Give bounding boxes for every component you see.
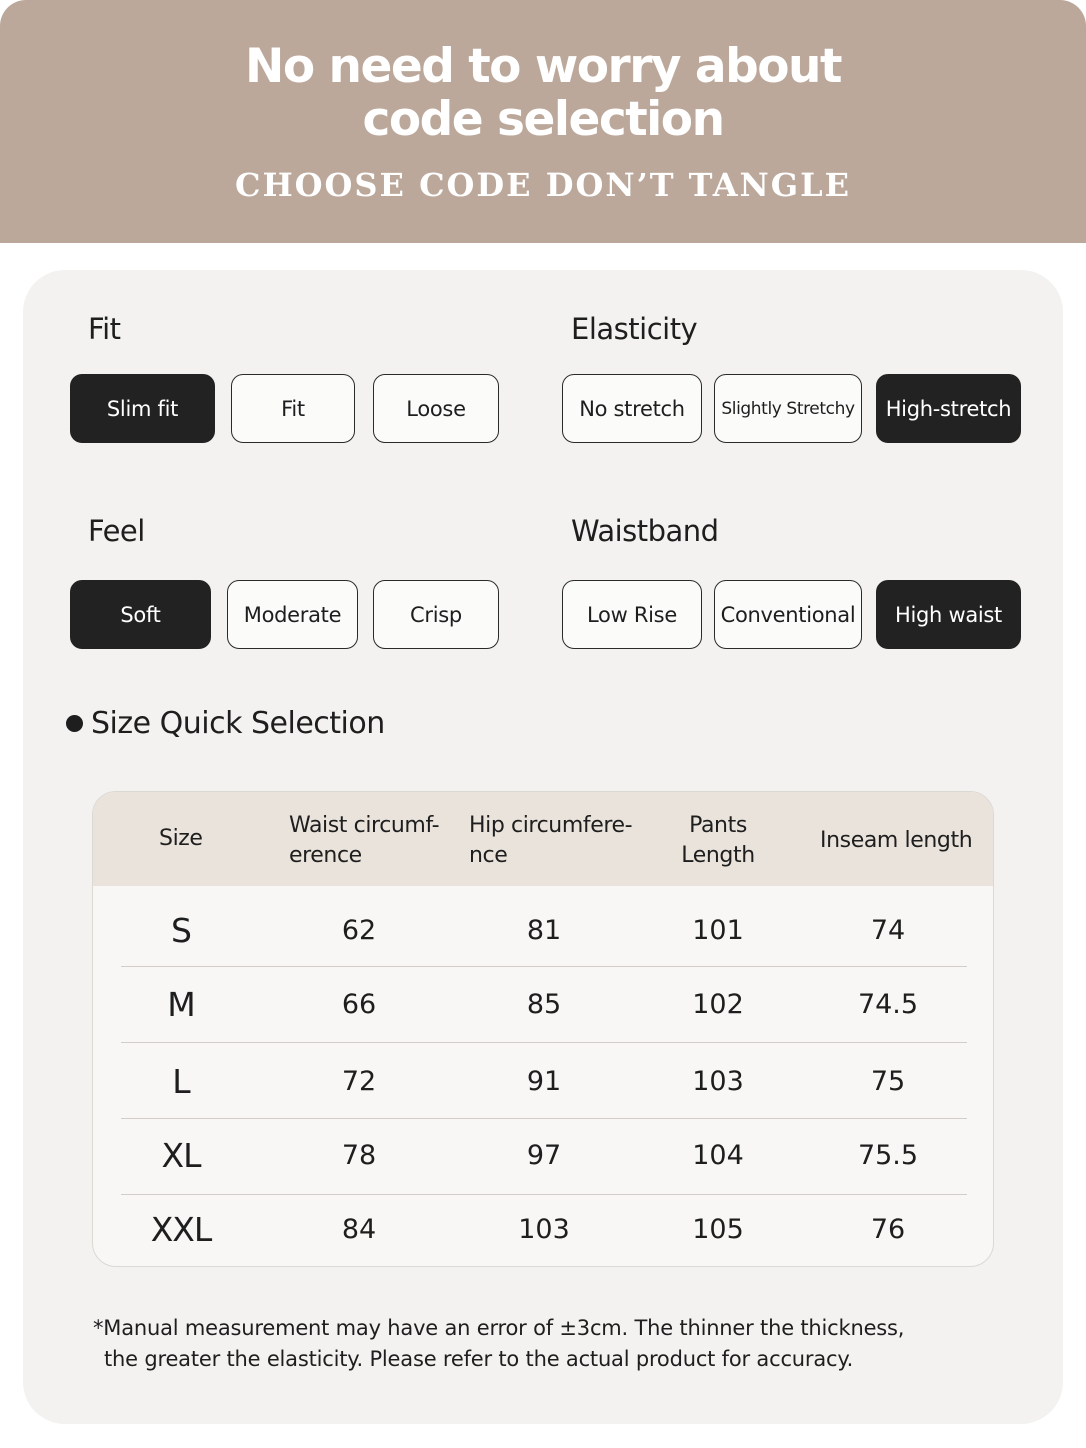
cell-inseam: 74.5 (857, 989, 919, 1020)
elasticity-title: Elasticity (571, 312, 698, 346)
fit-option-loose[interactable]: Loose (373, 374, 499, 443)
column-header-size: Size (159, 826, 203, 851)
note-line2: the greater the elasticity. Please refer to the actual product for accuracy. (104, 1347, 854, 1371)
cell-waist: 84 (341, 1214, 377, 1245)
bullet-icon (66, 715, 83, 732)
elasticity-option-no-stretch[interactable]: No stretch (562, 374, 702, 443)
size-quick-selection-label: Size Quick Selection (91, 706, 385, 741)
cell-size: M (167, 985, 195, 1024)
feel-option-soft[interactable]: Soft (70, 580, 211, 649)
cell-hip: 97 (526, 1140, 562, 1171)
row-divider (121, 1042, 967, 1043)
column-header-pants-length: Pants Length (681, 813, 755, 868)
cell-pants-length: 101 (692, 915, 744, 946)
size-table (92, 791, 994, 1267)
banner-title-line1: No need to worry about (245, 39, 841, 94)
table-row (93, 1044, 993, 1119)
elasticity-option-slightly-stretchy[interactable]: Slightly Stretchy (714, 374, 862, 443)
cell-waist: 72 (341, 1066, 377, 1097)
cell-hip: 85 (526, 989, 562, 1020)
cell-inseam: 75.5 (857, 1140, 919, 1171)
cell-inseam: 75 (870, 1066, 906, 1097)
table-row (93, 967, 993, 1042)
cell-size: XXL (150, 1210, 212, 1249)
banner-title (0, 40, 1086, 146)
feel-title: Feel (88, 514, 145, 548)
fit-option-fit[interactable]: Fit (231, 374, 355, 443)
table-row (93, 1118, 993, 1193)
fit-option-slim-fit[interactable]: Slim fit (70, 374, 215, 443)
elasticity-option-high-stretch[interactable]: High-stretch (876, 374, 1021, 443)
cell-hip: 91 (526, 1066, 562, 1097)
banner-title-line2: code selection (362, 92, 724, 147)
fit-title: Fit (88, 312, 121, 346)
cell-pants-length: 104 (692, 1140, 744, 1171)
cell-size: XL (161, 1136, 201, 1175)
header-banner (0, 0, 1086, 243)
cell-inseam: 76 (870, 1214, 906, 1245)
cell-waist: 66 (341, 989, 377, 1020)
cell-waist: 78 (341, 1140, 377, 1171)
cell-size: L (172, 1062, 190, 1101)
cell-pants-length: 102 (692, 989, 744, 1020)
cell-waist: 62 (341, 915, 377, 946)
size-quick-selection-heading (66, 706, 385, 741)
measurement-note (93, 1313, 904, 1375)
waistband-option-high-waist[interactable]: High waist (876, 580, 1021, 649)
cell-hip: 103 (518, 1214, 570, 1245)
cell-inseam: 74 (870, 915, 906, 946)
cell-size: S (171, 911, 191, 950)
size-table-header (93, 792, 993, 886)
banner-subtitle: CHOOSE CODE DON’T TANGLE (234, 166, 852, 204)
column-header-waist: Waist circumf- erence (289, 813, 440, 868)
feel-option-moderate[interactable]: Moderate (227, 580, 358, 649)
note-line1: *Manual measurement may have an error of ±3cm. The thinner the thickness, (93, 1316, 905, 1340)
cell-hip: 81 (526, 915, 562, 946)
cell-pants-length: 105 (692, 1214, 744, 1245)
column-header-hip: Hip circumfere- nce (469, 813, 633, 868)
table-row (93, 1192, 993, 1267)
feel-option-crisp[interactable]: Crisp (373, 580, 499, 649)
table-row (93, 893, 993, 968)
waistband-option-low-rise[interactable]: Low Rise (562, 580, 702, 649)
cell-pants-length: 103 (692, 1066, 744, 1097)
column-header-inseam: Inseam length (820, 828, 973, 853)
waistband-title: Waistband (571, 514, 719, 548)
waistband-option-conventional[interactable]: Conventional (714, 580, 862, 649)
